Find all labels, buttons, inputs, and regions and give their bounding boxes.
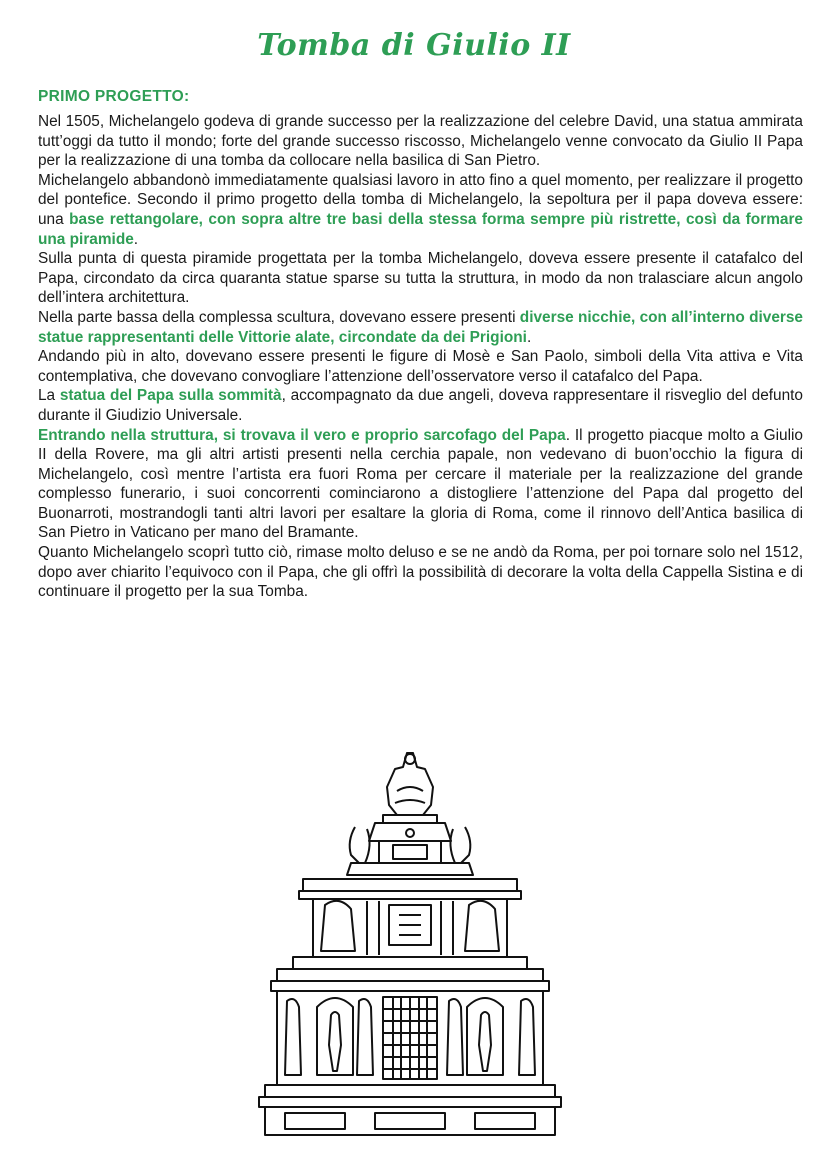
section-heading: PRIMO PROGETTO:: [38, 88, 190, 105]
paragraph: [38, 308, 803, 347]
text-segment: La: [38, 387, 60, 405]
paragraph: [38, 347, 803, 386]
paragraph: [38, 171, 803, 249]
highlighted-text: diverse nicchie, con all’interno diverse statue rappresentanti delle Vittorie alate, circondate da dei Prigioni: [38, 308, 803, 346]
highlighted-text: base rettangolare, con sopra altre tre basi della stessa forma sempre più ristrette, così da formare una piramide: [38, 210, 803, 248]
paragraph: [38, 543, 803, 602]
paragraph: [38, 426, 803, 544]
text-segment: .: [526, 328, 532, 346]
middle-tier: [293, 879, 527, 969]
text-segment: Andando più in alto, dovevano essere presenti le figure di Mosè e San Paolo, simboli della Vita attiva e Vita contemplativa, che dovevano convogliare l’attenzione dell’osservatore verso il catafalco del Papa.: [38, 348, 803, 385]
madonna-statue: [383, 753, 437, 823]
sarcophagus-top: [347, 823, 473, 875]
text-segment: Nel 1505, Michelangelo godeva di grande successo per la realizzazione del celebre David, una statua ammirata tutt’oggi da tutto il mondo; forte del grande successo riscosso, Michelangelo venne convocato da Giulio II Papa per la realizzazione di una tomba da collocare nella basilica di San Pietro.: [38, 113, 803, 170]
text-segment: , accompagnato da due angeli, doveva rappresentare il risveglio del defunto durante il Giudizio Universale.: [38, 387, 803, 424]
paragraph: [38, 112, 803, 171]
text-segment: . Il progetto piacque molto a Giulio II della Rovere, ma gli altri artisti presenti nella cerchia papale, non vedevano di buon’occhio la figura di Michelangelo, così mentre l’artista era fuori Roma per cercare il materiale per la realizzazione del grande complesso funerario, i suoi concorrenti cominciarono a distogliere l’attenzione del Papa dal progetto del Buonarroti, mostrandogli tanti altri lavori per esaltare la gloria di Roma, come il rinnovo dell’Antica basilica di San Pietro in Vaticano per mano del Bramante.: [38, 426, 803, 542]
highlighted-text: Entrando nella struttura, si trovava il vero e proprio sarcofago del Papa: [38, 426, 566, 444]
text-segment: Michelangelo abbandonò immediatamente qualsiasi lavoro in atto fino a quel momento, per realizzare il progetto del pontefice. Secondo il primo progetto della tomba di Michelangelo, la sepoltura per il papa doveva essere: una: [38, 171, 803, 228]
tomb-base: [259, 1085, 561, 1135]
page-title: Tomba di Giulio II: [257, 28, 571, 63]
tomb-illustration: [255, 745, 565, 1140]
text-segment: .: [133, 230, 139, 248]
body-text: [38, 112, 803, 602]
text-segment: Sulla punta di questa piramide progettata per la tomba Michelangelo, doveva essere presente il catafalco del Papa, circondato da circa quaranta statue sparse su tutta la struttura, in modo da non tralasciare alcun angolo dell’intera architettura.: [38, 250, 803, 307]
text-segment: Nella parte bassa della complessa scultura, dovevano essere presenti: [38, 308, 520, 326]
text-segment: Quanto Michelangelo scoprì tutto ciò, rimase molto deluso e se ne andò da Roma, per poi tornare solo nel 1512, dopo aver chiarito l’equivoco con il Papa, che gli offrì la possibilità di decorare la volta della Cappella Sistina e di continuare il progetto per la sua Tomba.: [38, 544, 803, 601]
paragraph: [38, 386, 803, 425]
paragraph: [38, 249, 803, 308]
highlighted-text: statua del Papa sulla sommità: [59, 387, 282, 405]
lower-tier: [271, 969, 549, 1085]
